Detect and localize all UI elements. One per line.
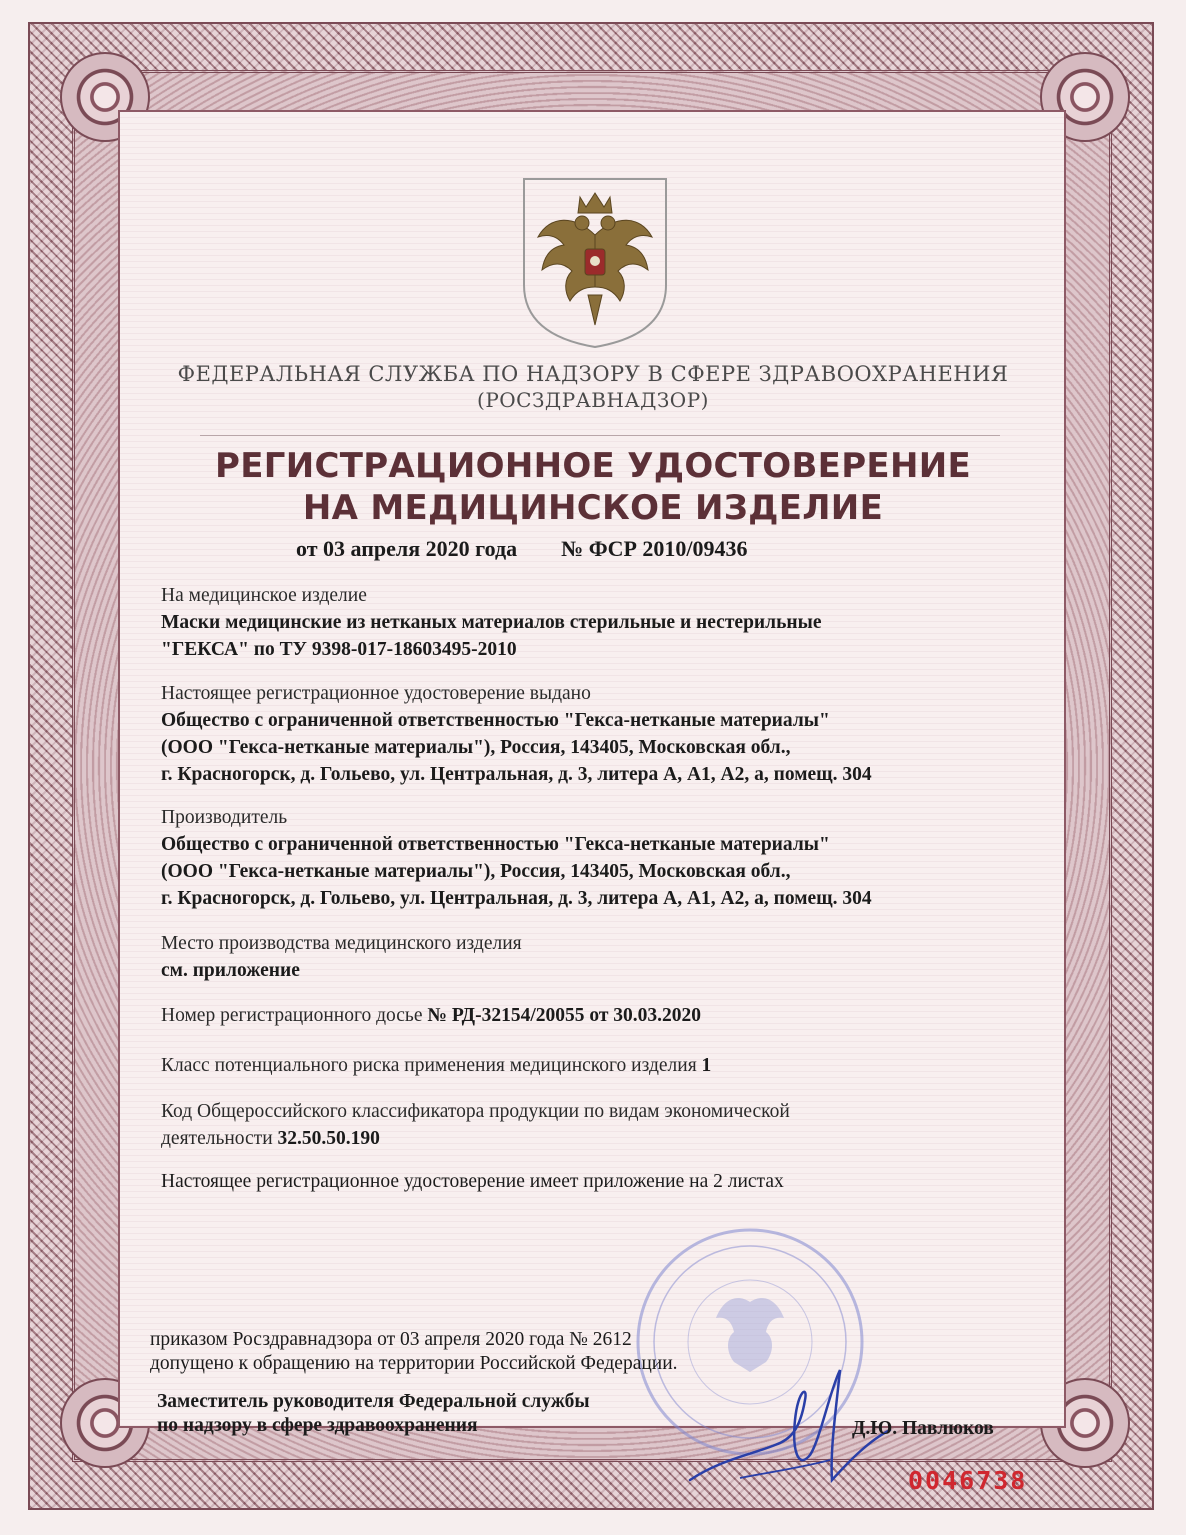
production-site-label: Место производства медицинского изделия	[161, 933, 522, 954]
registration-date: от 03 апреля 2020 года	[296, 536, 518, 561]
agency-abbreviation: (РОСЗДРАВНАДЗОР)	[477, 388, 709, 412]
document-title: РЕГИСТРАЦИОННОЕ УДОСТОВЕРЕНИЕ	[215, 446, 971, 486]
signatory-title-line: по надзору в сфере здравоохранения	[157, 1415, 478, 1436]
attachment-note: Настоящее регистрационное удостоверение имеет приложение на 2 листах	[161, 1171, 784, 1192]
device-name: Маски медицинские из нетканых материалов стерильные и нестерильные	[161, 612, 822, 633]
signatory-name: Д.Ю. Павлюков	[852, 1418, 994, 1439]
serial-number: 0046738	[908, 1466, 1028, 1495]
issued-to-line: Общество с ограниченной ответственностью "Гекса-нетканые материалы"	[161, 710, 830, 731]
registration-line	[296, 536, 748, 562]
order-line: допущено к обращению на территории Российской Федерации.	[150, 1353, 678, 1374]
manufacturer-line: Общество с ограниченной ответственностью "Гекса-нетканые материалы"	[161, 834, 830, 855]
document-subtitle: НА МЕДИЦИНСКОЕ ИЗДЕЛИЕ	[302, 488, 884, 528]
production-site-section	[161, 930, 1041, 984]
manufacturer-line: г. Красногорск, д. Гольево, ул. Центральная, д. 3, литера А, А1, А2, а, помещ. 304	[161, 888, 872, 909]
okved-section	[161, 1098, 1041, 1152]
issued-to-line: г. Красногорск, д. Гольево, ул. Центральная, д. 3, литера А, А1, А2, а, помещ. 304	[161, 764, 872, 785]
manufacturer-label: Производитель	[161, 807, 288, 828]
device-section	[161, 582, 1041, 663]
dossier-value: № РД-32154/20055 от 30.03.2020	[427, 1005, 702, 1026]
okved-label: Код Общероссийского классификатора продукции по видам экономической	[161, 1101, 790, 1122]
risk-class-line	[161, 1052, 1041, 1079]
signatory-title-line: Заместитель руководителя Федеральной службы	[157, 1391, 590, 1412]
risk-class-label: Класс потенциального риска применения медицинского изделия	[161, 1055, 697, 1076]
device-name-cont: "ГЕКСА" по ТУ 9398-017-18603495-2010	[161, 639, 517, 660]
coat-of-arms-icon	[520, 175, 670, 350]
registration-number: № ФСР 2010/09436	[561, 536, 748, 561]
production-site-value: см. приложение	[161, 960, 300, 981]
issued-to-section	[161, 680, 1041, 788]
manufacturer-section	[161, 804, 1041, 912]
okved-value: 32.50.50.190	[277, 1128, 380, 1149]
dossier-line	[161, 1002, 1041, 1029]
issued-to-label: Настоящее регистрационное удостоверение выдано	[161, 683, 591, 704]
order-text	[150, 1328, 678, 1376]
order-line: приказом Росздравнадзора от 03 апреля 2020 года № 2612	[150, 1329, 632, 1350]
risk-class-value: 1	[701, 1055, 712, 1076]
okved-label-cont: деятельности	[161, 1128, 273, 1149]
divider	[200, 435, 1000, 436]
issued-to-line: (ООО "Гекса-нетканые материалы"), Россия, 143405, Московская обл.,	[161, 737, 791, 758]
agency-name: ФЕДЕРАЛЬНАЯ СЛУЖБА ПО НАДЗОРУ В СФЕРЕ ЗДРАВООХРАНЕНИЯ	[177, 362, 1009, 386]
manufacturer-line: (ООО "Гекса-нетканые материалы"), Россия, 143405, Московская обл.,	[161, 861, 791, 882]
signatory-title	[157, 1390, 590, 1438]
device-label: На медицинское изделие	[161, 585, 367, 606]
dossier-label: Номер регистрационного досье	[161, 1005, 423, 1026]
